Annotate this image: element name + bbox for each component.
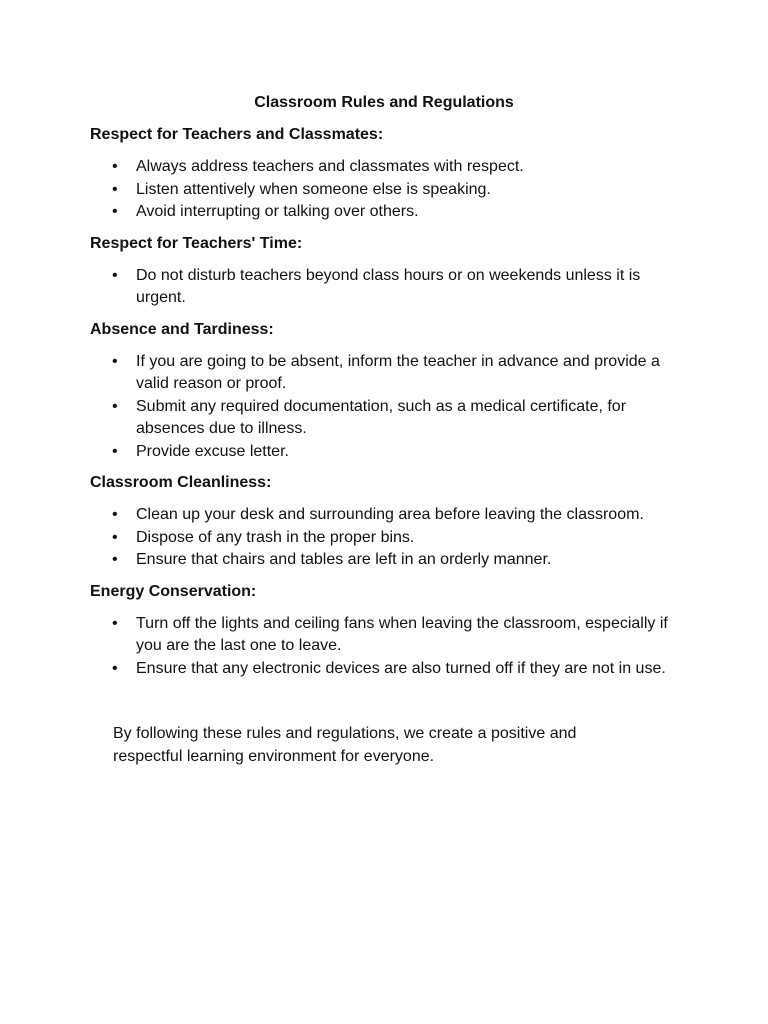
rule-item: • If you are going to be absent, inform the teacher in advance and provide a valid reason or proof. xyxy=(90,351,678,396)
rule-item: • Ensure that any electronic devices are also turned off if they are not in use. xyxy=(90,658,678,681)
section-energy-conservation xyxy=(90,581,678,681)
section-respect-time xyxy=(90,233,678,310)
section-heading: Classroom Cleanliness: xyxy=(90,474,272,491)
section-cleanliness xyxy=(90,472,678,572)
rule-list xyxy=(90,504,678,572)
rule-item: • Clean up your desk and surrounding area before leaving the classroom. xyxy=(90,504,678,527)
rule-list xyxy=(90,351,678,464)
section-heading: Energy Conservation: xyxy=(90,582,257,600)
rule-item: • Do not disturb teachers beyond class hours or on weekends unless it is urgent. xyxy=(90,265,678,310)
rule-item: • Avoid interrupting or talking over others. xyxy=(90,201,678,224)
rule-item: • Submit any required documentation, such as a medical certificate, for absences due to illness. xyxy=(90,396,678,441)
rule-item: • Turn off the lights and ceiling fans when leaving the classroom, especially if you are the last one to leave. xyxy=(90,613,678,658)
rule-list xyxy=(90,265,678,310)
section-absence-tardiness xyxy=(90,319,678,464)
section-heading: Absence and Tardiness: xyxy=(90,320,274,338)
section-heading: Respect for Teachers' Time: xyxy=(90,234,303,252)
conclusion-paragraph: By following these rules and regulations, we create a positive and respectful learning environment for everyone. xyxy=(113,725,577,765)
rule-item: • Ensure that chairs and tables are left in an orderly manner. xyxy=(90,549,678,572)
rule-item: • Dispose of any trash in the proper bins. xyxy=(90,527,678,550)
rule-item: • Always address teachers and classmates with respect. xyxy=(90,156,678,179)
rule-item: • Listen attentively when someone else is speaking. xyxy=(90,179,678,202)
document-title: Classroom Rules and Regulations xyxy=(254,94,514,111)
rule-list xyxy=(90,156,678,224)
rule-item: • Provide excuse letter. xyxy=(90,441,678,464)
section-respect-classmates xyxy=(90,124,678,224)
rule-list xyxy=(90,613,678,681)
section-heading: Respect for Teachers and Classmates: xyxy=(90,126,384,143)
